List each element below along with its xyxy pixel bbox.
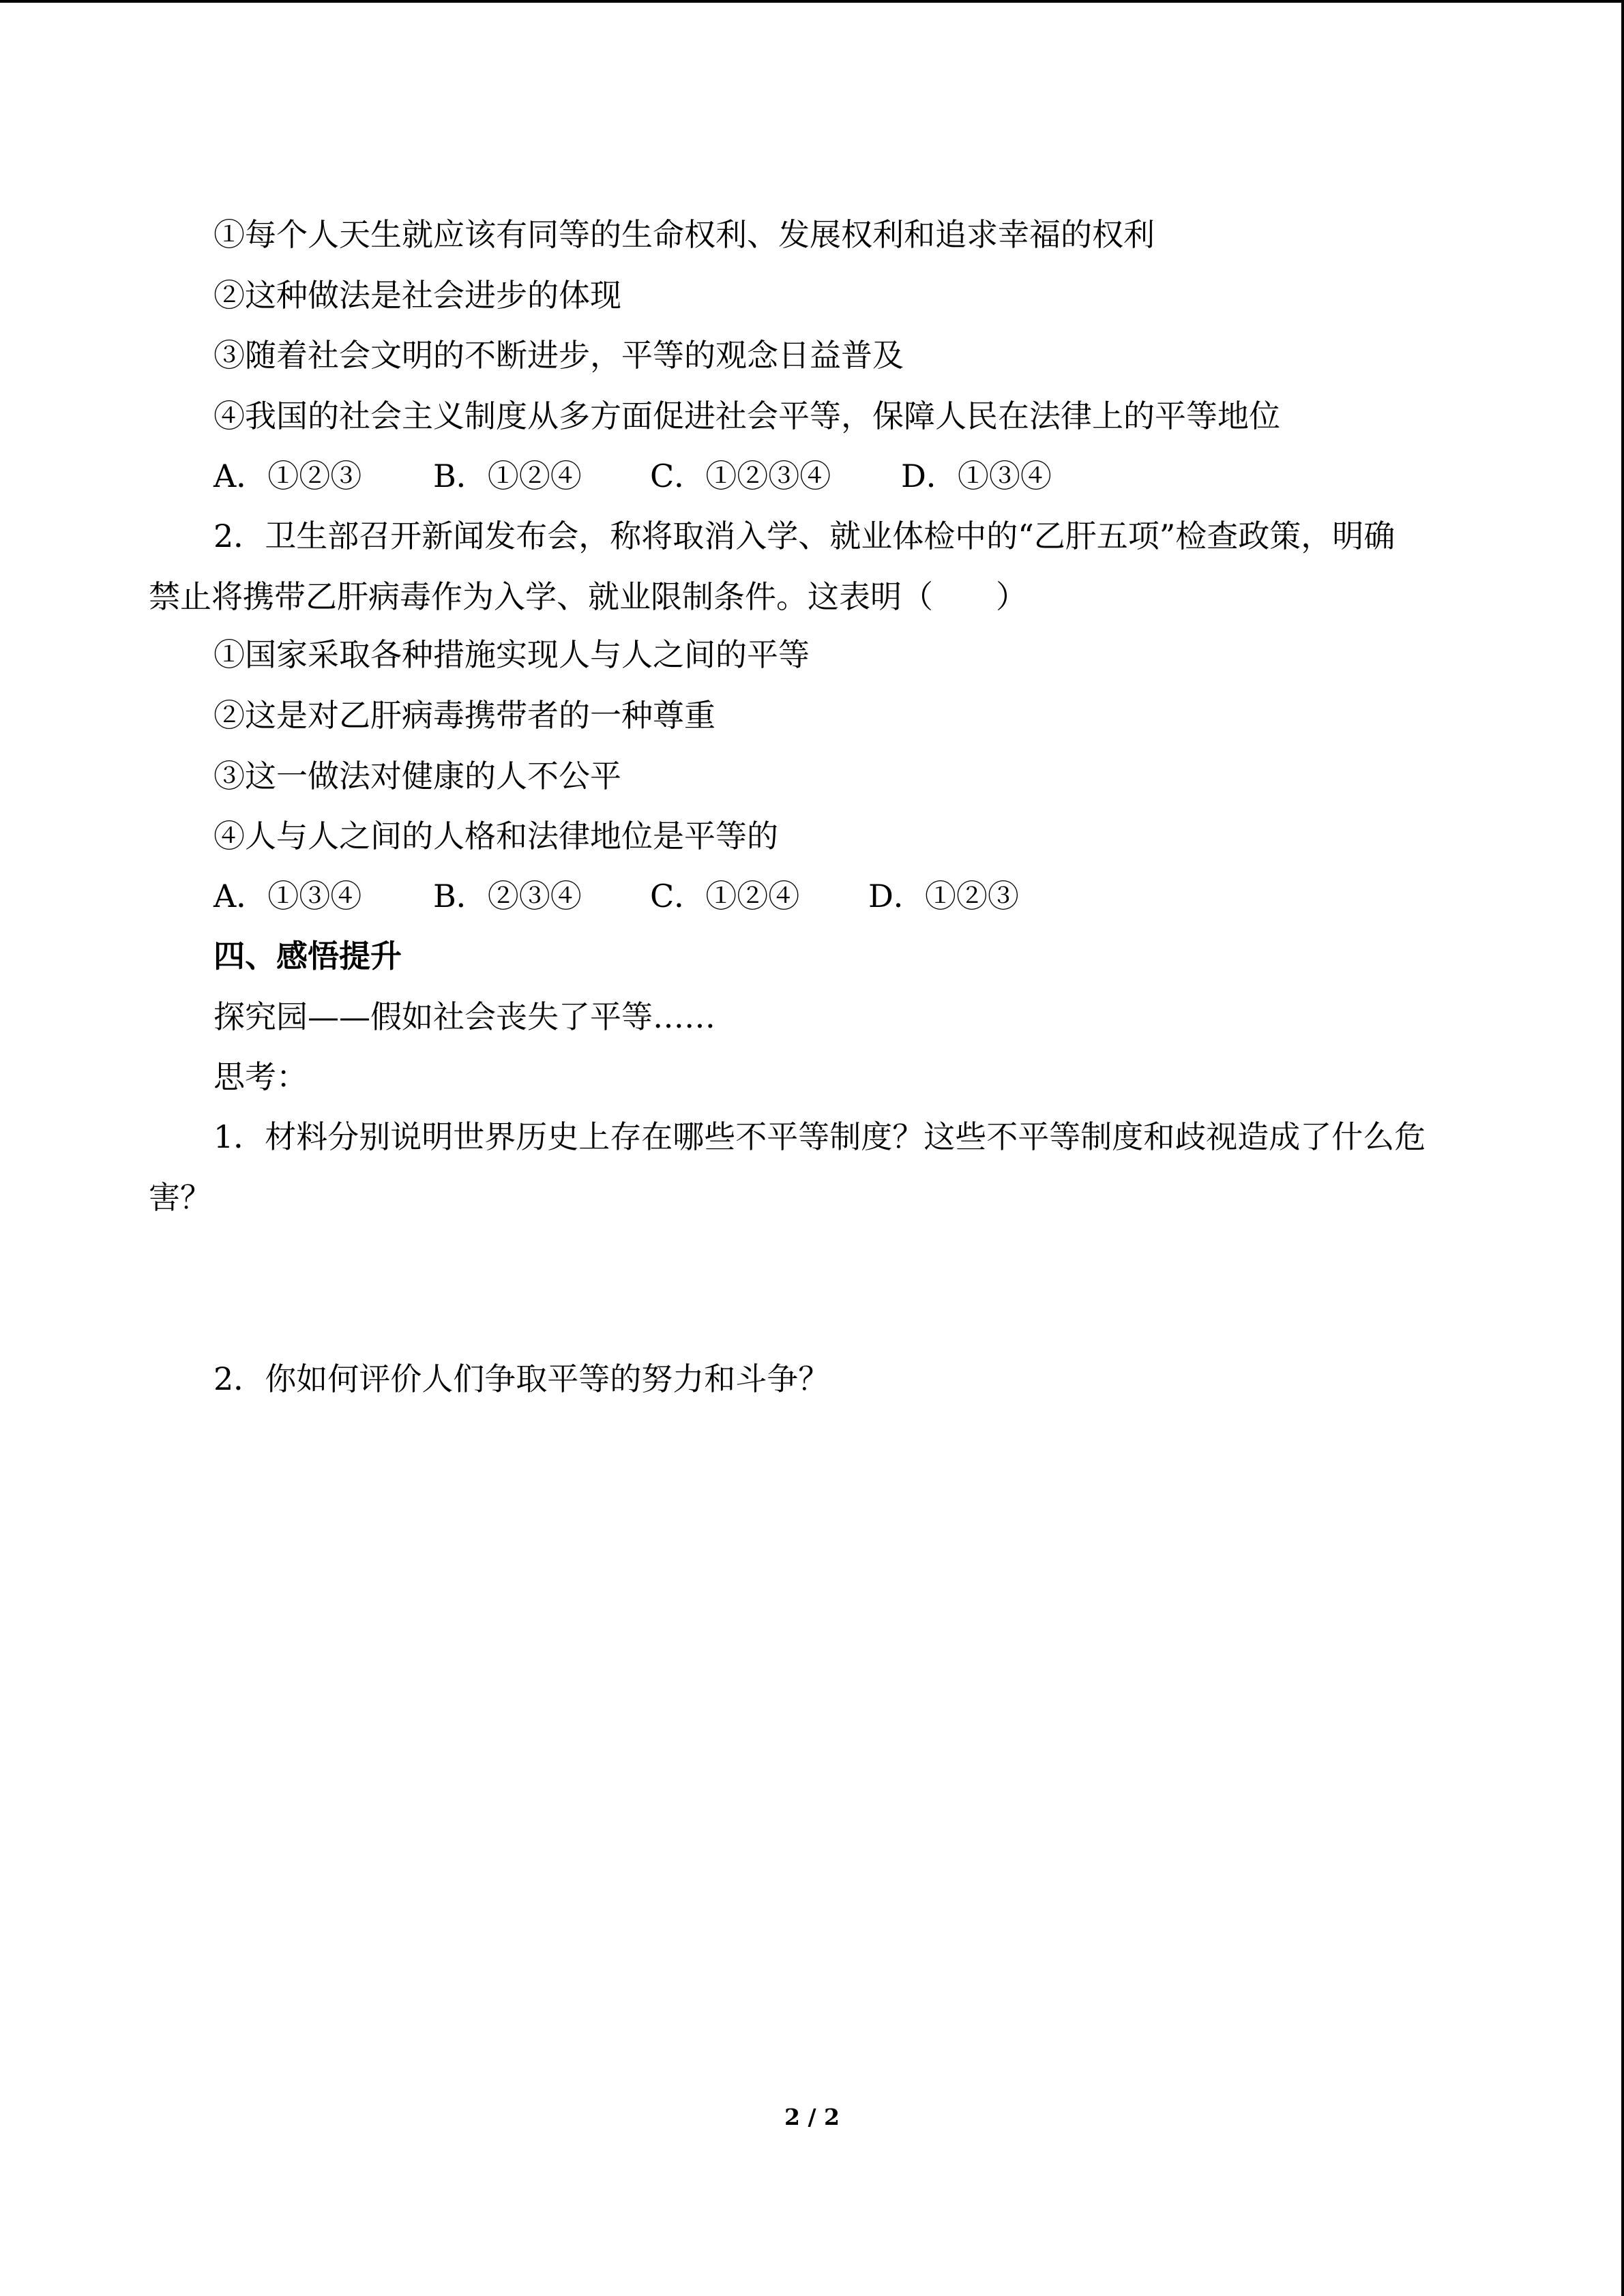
- section-heading: 四、感悟提升: [213, 938, 402, 974]
- q1-option-b: B．①②④: [433, 458, 582, 494]
- q2-statement-3: ③这一做法对健康的人不公平: [213, 758, 621, 794]
- q1-statement-2: ②这种做法是社会进步的体现: [213, 277, 621, 314]
- q1-option-c: C．①②③④: [650, 458, 831, 494]
- q2-statement-1: ①国家采取各种措施实现人与人之间的平等: [213, 636, 810, 673]
- page-border-right: [1621, 0, 1624, 2296]
- think-question-2: 2．你如何评价人们争取平等的努力和斗争？: [213, 1360, 830, 1397]
- q2-option-c: C．①②④: [650, 878, 800, 914]
- q2-statement-2: ②这是对乙肝病毒携带者的一种尊重: [213, 697, 715, 734]
- q1-statement-4: ④我国的社会主义制度从多方面促进社会平等，保障人民在法律上的平等地位: [213, 398, 1280, 434]
- q1-statement-3: ③随着社会文明的不断进步，平等的观念日益普及: [213, 337, 904, 374]
- q2-options: [213, 876, 1168, 916]
- q1-option-d: D．①③④: [901, 458, 1052, 494]
- think-label: 思考：: [213, 1058, 308, 1095]
- q2-stem-line-2: 禁止将携带乙肝病毒作为入学、就业限制条件。这表明（ ）: [149, 578, 1027, 615]
- page-border-top: [0, 0, 1624, 3]
- think-question-1-line-2: 害？: [149, 1179, 211, 1216]
- q2-option-b: B．②③④: [433, 878, 582, 914]
- q1-options: [213, 456, 1168, 496]
- section-intro: 探究园——假如社会丧失了平等……: [213, 998, 715, 1035]
- q2-option-a: A．①③④: [213, 878, 362, 914]
- q2-stem-line-1: 2．卫生部召开新闻发布会，称将取消入学、就业体检中的“乙肝五项”检查政策，明确: [213, 518, 1396, 554]
- q1-statement-1: ①每个人天生就应该有同等的生命权利、发展权利和追求幸福的权利: [213, 216, 1155, 253]
- q2-statement-4: ④人与人之间的人格和法律地位是平等的: [213, 818, 778, 854]
- page-number: 2 / 2: [784, 2104, 840, 2130]
- q1-option-a: A．①②③: [213, 458, 362, 494]
- q2-option-d: D．①②③: [868, 878, 1019, 914]
- think-question-1-line-1: 1．材料分别说明世界历史上存在哪些不平等制度？这些不平等制度和歧视造成了什么危: [213, 1118, 1426, 1155]
